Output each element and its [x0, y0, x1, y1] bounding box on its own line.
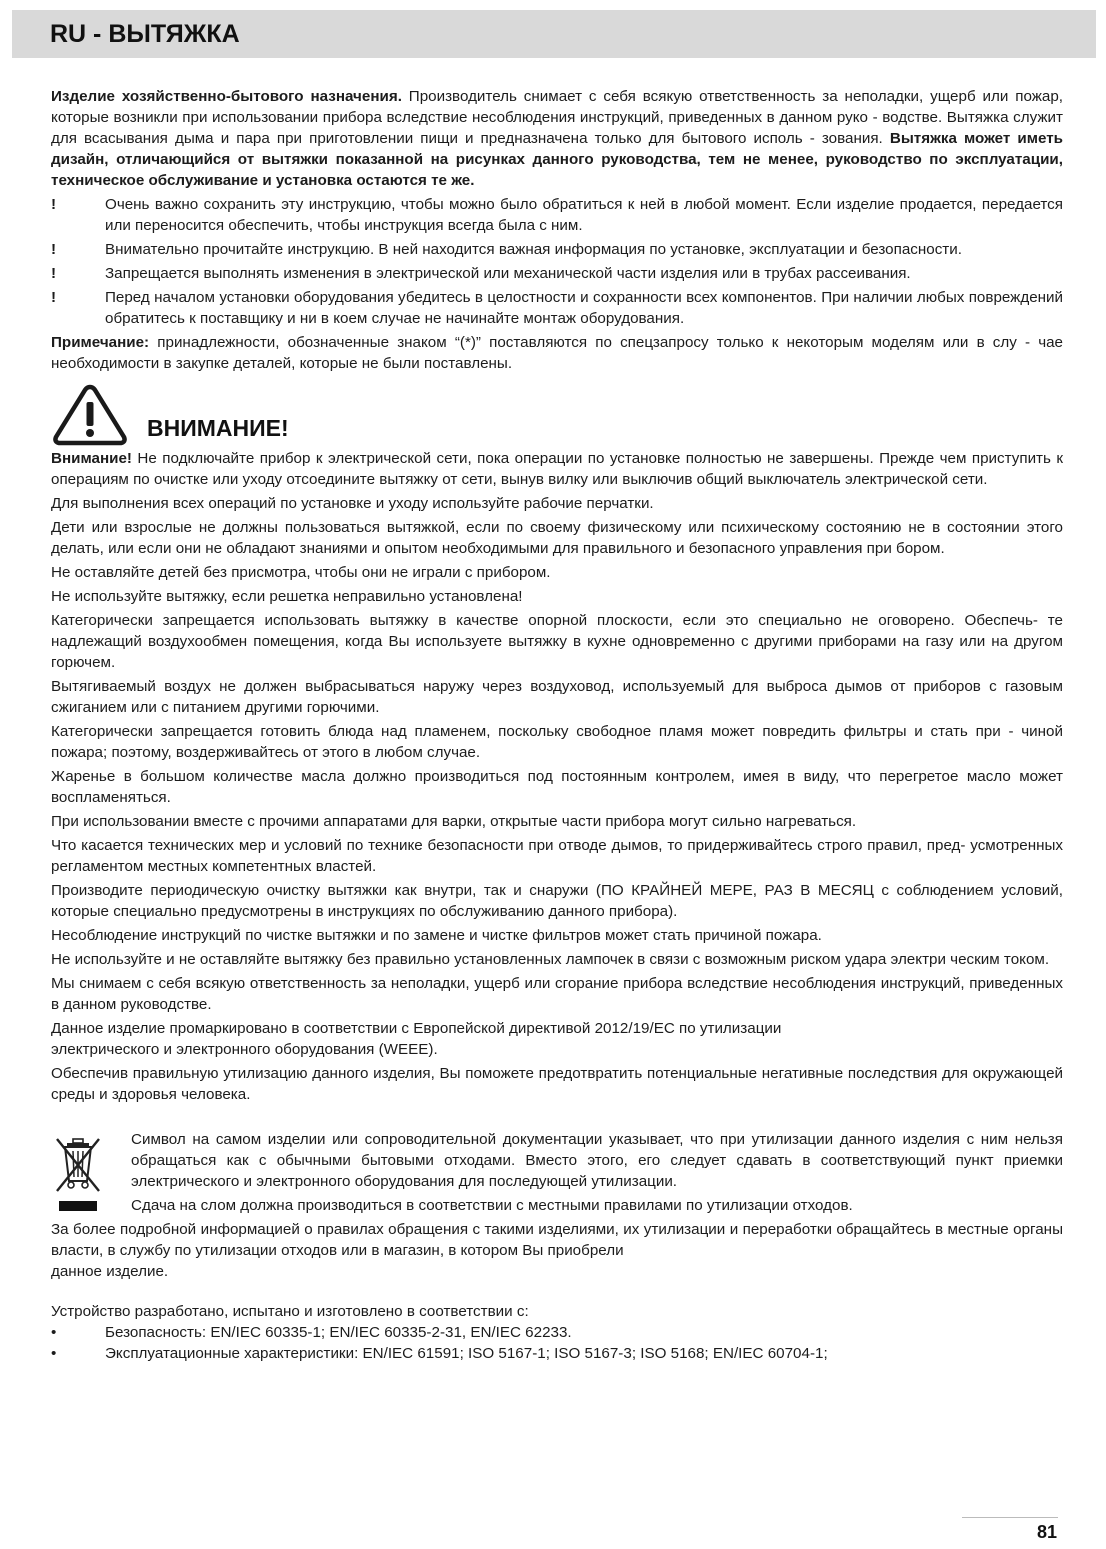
- weee-directive-line: электрического и электронного оборудования (WEEE).: [51, 1041, 438, 1058]
- weee-info-tail: данное изделие.: [51, 1263, 169, 1280]
- page-title: RU - ВЫТЯЖКА: [50, 20, 240, 48]
- warning-title: ВНИМАНИЕ!: [147, 415, 289, 441]
- warning-paragraph: Вытягиваемый воздух не должен выбрасываться наружу через воздуховод, используемый для выброса дымов от приборов с газовым сжиганием или с питанием другими горючими.: [51, 678, 1063, 716]
- warning-paragraph: Не используйте и не оставляйте вытяжку без правильно установленных лампочек в связи с возможным риском удара электри ческим током.: [51, 951, 1050, 968]
- weee-symbol-text: Символ на самом изделии или сопроводительной документации указывает, что при утилизации данного изделия с ним нельзя обращаться как с обычными бытовыми отходами. Вместо этого, его следует сдавать в соответствующий пункт приемки электрического и электронного оборудования для последующей утилизации.: [131, 1131, 1063, 1190]
- warning-paragraph: Жаренье в большом количестве масла должно производиться под постоянным контролем, имея в виду, что перегретое масло может воспламеняться.: [51, 768, 1063, 806]
- intro-paragraph: [51, 86, 1063, 191]
- note-text: Запрещается выполнять изменения в электрической или механической части изделия или в трубах рассеивания.: [105, 265, 911, 282]
- bullet-mark: •: [51, 1324, 57, 1341]
- compliance-item-text: Эксплуатационные характеристики: EN/IEC 61591; ISO 5167-1; ISO 5167-3; ISO 5168; EN/IEC 60704-1;: [105, 1345, 828, 1362]
- warning-paragraph: Производите периодическую очистку вытяжки как внутри, так и снаружи (ПО КРАЙНЕЙ МЕРЕ, РАЗ В МЕСЯЦ с соблюдением условий, которые специально предусмотрены в инструкциях по обслуживанию данного прибора).: [51, 882, 1063, 920]
- note-text: Перед началом установки оборудования убедитесь в целостности и сохранности всех компонентов. При наличии любых повреждений обратитесь к поставщику и ни в коем случае не начинайте монтаж оборудования.: [105, 289, 1063, 327]
- list-item: [51, 1322, 1063, 1343]
- header-bar: [12, 10, 1096, 58]
- warning-triangle-icon: [51, 382, 129, 448]
- bullet-mark: •: [51, 1345, 57, 1362]
- exclamation-mark: !: [51, 265, 57, 282]
- warning-paragraph: Несоблюдение инструкций по чистке вытяжки и по замене и чистке фильтров может стать причиной пожара.: [51, 927, 822, 944]
- warning-paragraph: Категорически запрещается готовить блюда над пламенем, поскольку свободное пламя может повредить фильтры и стать при - чиной пожара; поэтому, воздерживайтесь от этого в любом случае.: [51, 723, 1063, 761]
- weee-directive-line: Данное изделие промаркировано в соответствии с Европейской директивой 2012/19/EC по утилизации: [51, 1020, 782, 1037]
- intro-bold-tail: Вытяжка может иметь дизайн, отличающийся от вытяжки показанной на рисунках данного руководства, тем не менее, руководство по эксплуатации, техническое обслуживание и установка остаются те же.: [51, 130, 1063, 189]
- document-body: [51, 86, 1063, 1364]
- list-item: [51, 287, 1063, 329]
- list-item: [51, 263, 1063, 284]
- warning-paragraph: Не оставляйте детей без присмотра, чтобы они не играли с прибором.: [51, 564, 551, 581]
- warning-paragraph: При использовании вместе с прочими аппаратами для варки, открытые части прибора могут сильно нагреваться.: [51, 813, 857, 830]
- remark-label: Примечание:: [51, 334, 150, 351]
- warning-lead-paragraph: [51, 448, 1063, 490]
- remark-paragraph: [51, 332, 1063, 374]
- section-spacer: [51, 1285, 1063, 1301]
- exclamation-mark: !: [51, 241, 57, 258]
- list-item: [51, 239, 1063, 260]
- weee-scrap-text: Сдача на слом должна производиться в соответствии с местными правилами по утилизации отходов.: [131, 1197, 853, 1214]
- important-notes-list: [51, 194, 1063, 329]
- note-text: Очень важно сохранить эту инструкцию, чтобы можно было обратиться к ней в любой момент. Если изделие продается, передается или переносится обеспечить, чтобы инструкция всегда была с ним.: [105, 196, 1063, 234]
- list-item: [51, 1343, 1063, 1364]
- warning-lead-label: Внимание!: [51, 450, 132, 467]
- page-number: 81: [1037, 1522, 1058, 1542]
- footer-rule: [962, 1517, 1058, 1518]
- compliance-list: [51, 1322, 1063, 1364]
- weee-info-paragraph: За более подробной информацией о правилах обращения с такими изделиями, их утилизации и переработки обращайтесь в местные органы власти, в службу по утилизации отходов или в магазин, в котором Вы приобрели: [51, 1221, 1063, 1259]
- remark-text: принадлежности, обозначенные знаком “(*)” поставляются по спецзапросу только к некоторым моделям или в слу - чае необходимости в закупке деталей, которые не были поставлены.: [51, 334, 1063, 372]
- weee-symbol-block: [51, 1129, 1063, 1216]
- intro-bold-lead: Изделие хозяйственно-бытового назначения.: [51, 88, 402, 105]
- compliance-lead: Устройство разработано, испытано и изготовлено в соответствии с:: [51, 1303, 529, 1320]
- exclamation-mark: !: [51, 196, 57, 213]
- warning-paragraph: Что касается технических мер и условий по технике безопасности при отводе дымов, то придерживайтесь строго правил, пред- усмотренных регламентом местных компетентных властей.: [51, 837, 1063, 875]
- warning-paragraph: Не используйте вытяжку, если решетка неправильно установлена!: [51, 588, 523, 605]
- note-text: Внимательно прочитайте инструкцию. В ней находится важная информация по установке, эксплуатации и безопасности.: [105, 241, 962, 258]
- compliance-item-text: Безопасность: EN/IEC 60335-1; EN/IEC 60335-2-31, EN/IEC 62233.: [105, 1324, 572, 1341]
- warning-paragraph: Дети или взрослые не должны пользоваться вытяжкой, если по своему физическому или психическому состоянию не в состоянии этого делать, или если они не обладают знаниями и опытом необходимыми для правильного и безопасного управления при бором.: [51, 519, 1063, 557]
- warning-paragraph: Для выполнения всех операций по установке и уходу используйте рабочие перчатки.: [51, 495, 654, 512]
- crossed-out-bin-icon: [53, 1133, 103, 1215]
- warning-paragraph: Категорически запрещается использовать вытяжку в качестве опорной плоскости, если это специально не оговорено. Обеспечь- те надлежащий воздухообмен помещения, когда Вы используете вытяжку в кухне одновременно с другими приборами на газу или на другом горючем.: [51, 612, 1063, 671]
- warning-heading: [51, 388, 1063, 448]
- warning-lead-text: Не подключайте прибор к электрической сети, пока операции по установке полностью не завершены. Прежде чем приступить к операциям по очистке или уходу отсоедините вытяжку от сети, вынув вилку или выключив общий выключатель электрической сети.: [51, 450, 1063, 488]
- list-item: [51, 194, 1063, 236]
- weee-disposal-paragraph: Обеспечив правильную утилизацию данного изделия, Вы поможете предотвратить потенциальные негативные последствия для окружающей среды и здоровья человека.: [51, 1065, 1063, 1103]
- exclamation-mark: !: [51, 289, 57, 306]
- intro-text: Производитель снимает с себя всякую ответственность за неполадки, ущерб или пожар, которые возникли при использовании прибора вследствие несоблюдения инструкций, приведенных в данном руко - водстве. Вытяжка служит для всасывания дыма и пара при приготовлении пищи и предназначена только для бытового исполь - зования.: [51, 88, 1063, 147]
- warning-paragraph: Мы снимаем с себя всякую ответственность за неполадки, ущерб или сгорание прибора вследствие несоблюдения инструкций, приведенных в данном руководстве.: [51, 975, 1063, 1013]
